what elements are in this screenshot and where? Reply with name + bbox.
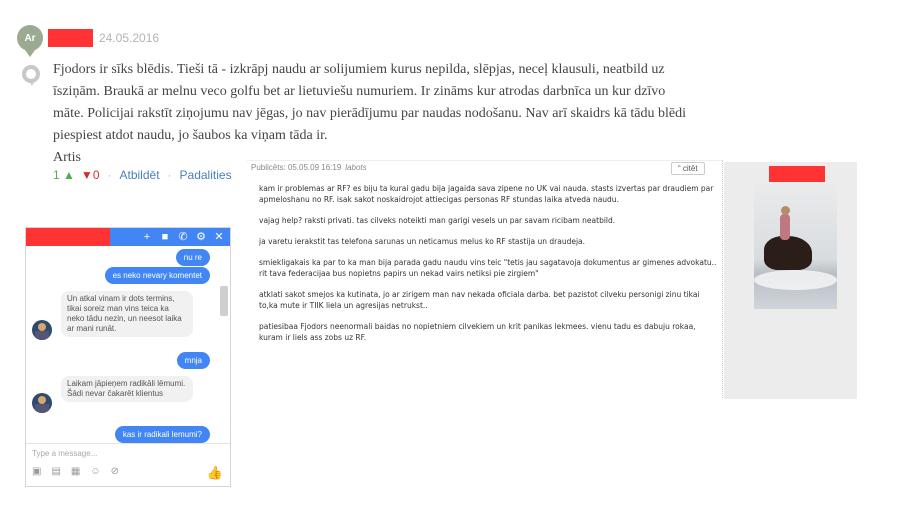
emoji-icon[interactable]: ☺: [90, 466, 101, 477]
downvote-button[interactable]: [81, 168, 100, 182]
upvote-count: 1: [53, 168, 60, 182]
upvote-button[interactable]: [53, 168, 75, 182]
arrow-up-icon: ▲: [63, 168, 75, 182]
post-paragraph: ja varetu ierakstit tas telefona sarunas un neticamus melus ko RF stastija un draudeja.: [259, 237, 586, 246]
messenger-window: [25, 227, 231, 487]
thumbs-up-icon[interactable]: 👍: [206, 465, 223, 480]
message-out: nu re: [176, 249, 210, 266]
location-pin-icon: [22, 65, 40, 83]
comment-actions: [53, 168, 232, 182]
scrollbar[interactable]: [220, 286, 228, 316]
avatar: [17, 25, 43, 51]
post-paragraph: patiesibaa Fjodors neenormali baidas no nopietniem cilvekiem un krit panikas lekmees. vienu tadu es dabuju rokaa, kuram ir liels ass zobs uz RF.: [259, 322, 696, 342]
comment-paragraph: Fjodors ir sīks blēdis. Tieši tā - izkrāpj naudu ar solijumiem kurus nepilda, slēpjas, neceļ klausuli, neatbild uz īsziņām. Braukā ar melnu veco golfu bet ar lietuviešu numuriem. Ir zināms kur atrodas darbnīca un kur dzīvo māte. Policijai rakstīt ziņojumu nav jēgas, jo nav pierādījumu par naudas nodošanu. Nav arī skaidrs kā tādu blēdi piespiest atdot naudu, jo šaubos ka viņam tāda ir.: [53, 62, 686, 143]
post-meta: [251, 163, 367, 172]
avatar-initials: Ar: [24, 32, 36, 44]
separator: ·: [107, 168, 112, 182]
separator: ·: [167, 168, 172, 182]
rider-head-shape: [781, 206, 790, 215]
quote-label: citēt: [682, 164, 698, 173]
horse-shape: [764, 236, 812, 270]
forum-post: [247, 160, 723, 398]
post-body: [259, 183, 719, 353]
post-paragraph: kam ir problemas ar RF? es biju ta kurai gadu bija jagaida sava zipene no UK vai nauda. stasts izvertas par draudiem par apmeloshanu no RF. isak sakot noskaidrojot attiecigas personas RF stundas laika atveda naudu.: [259, 184, 714, 204]
quote-button[interactable]: “ citēt: [671, 162, 705, 175]
post-date: Publicēts: 05.05.09 16:19: [251, 163, 342, 172]
plus-icon[interactable]: +: [143, 231, 151, 243]
reply-link[interactable]: Atbildēt: [119, 168, 160, 182]
message-out: es neko nevary komentet: [105, 267, 210, 284]
gear-icon[interactable]: ⚙: [196, 231, 206, 243]
message-out: kas ir radikali lemumi?: [115, 426, 210, 443]
arrow-down-icon: ▼: [80, 168, 93, 182]
share-link[interactable]: Padalities: [179, 168, 232, 182]
post-paragraph: smiekligakais ka par to ka man bija parada gadu naudu vins teic "tetis jau sagatavoja dokumentus ar gimenes advokatu.. rit tava federacijaa bus nopietns papirs un nekad vairs netiksi pie zirgiem": [259, 258, 717, 278]
redacted-username: [769, 166, 825, 182]
redacted-author-name: [48, 29, 93, 47]
message-in: Laikam jāpieņem radikāli lēmumi. Šādi nevar čakarēt klientus: [61, 376, 193, 402]
horse-rider-photo: [754, 184, 837, 309]
phone-icon[interactable]: ✆: [178, 231, 188, 243]
message-in: Un atkal vinam ir dots termins, tikai soreiz man vins teica ka neko tādu nezin, un neesot laika ar mani runāt.: [61, 291, 193, 337]
gif-icon[interactable]: ▦: [70, 466, 81, 477]
downvote-count: 0: [92, 168, 100, 182]
close-icon[interactable]: ✕: [214, 231, 224, 243]
comment-date: 24.05.2016: [99, 31, 160, 45]
comment-signature: Artis: [53, 150, 81, 165]
messenger-header: [26, 228, 230, 246]
message-input[interactable]: Type a message...: [26, 443, 230, 463]
image-icon[interactable]: ▣: [32, 466, 42, 477]
water-splash: [754, 270, 837, 290]
comment-text: [53, 59, 693, 169]
post-author: labots: [345, 163, 367, 172]
message-out: mnja: [177, 352, 210, 369]
comment-header: [17, 25, 159, 51]
profile-photo-panel: [724, 162, 857, 399]
post-paragraph: atklati sakot smejos ka kutinata, jo ar zirigem man nav nekada oficiala darba. bet pazistot cilveku personigi zinu tikai to,ka mute ir TIIK liela un agresijas netrukst..: [259, 290, 700, 310]
sticker-icon[interactable]: ▤: [51, 466, 61, 477]
attach-icon[interactable]: ⊘: [110, 466, 119, 477]
contact-avatar: [32, 320, 52, 340]
messenger-tools: [32, 466, 119, 477]
redacted-contact-name: [26, 228, 110, 246]
rider-shape: [780, 214, 790, 240]
video-icon[interactable]: ■: [161, 231, 169, 243]
post-paragraph: vajag help? raksti privati. tas cilveks noteikti man garigi vesels un par savam ricibam neatbild.: [259, 216, 616, 225]
contact-avatar: [32, 393, 52, 413]
